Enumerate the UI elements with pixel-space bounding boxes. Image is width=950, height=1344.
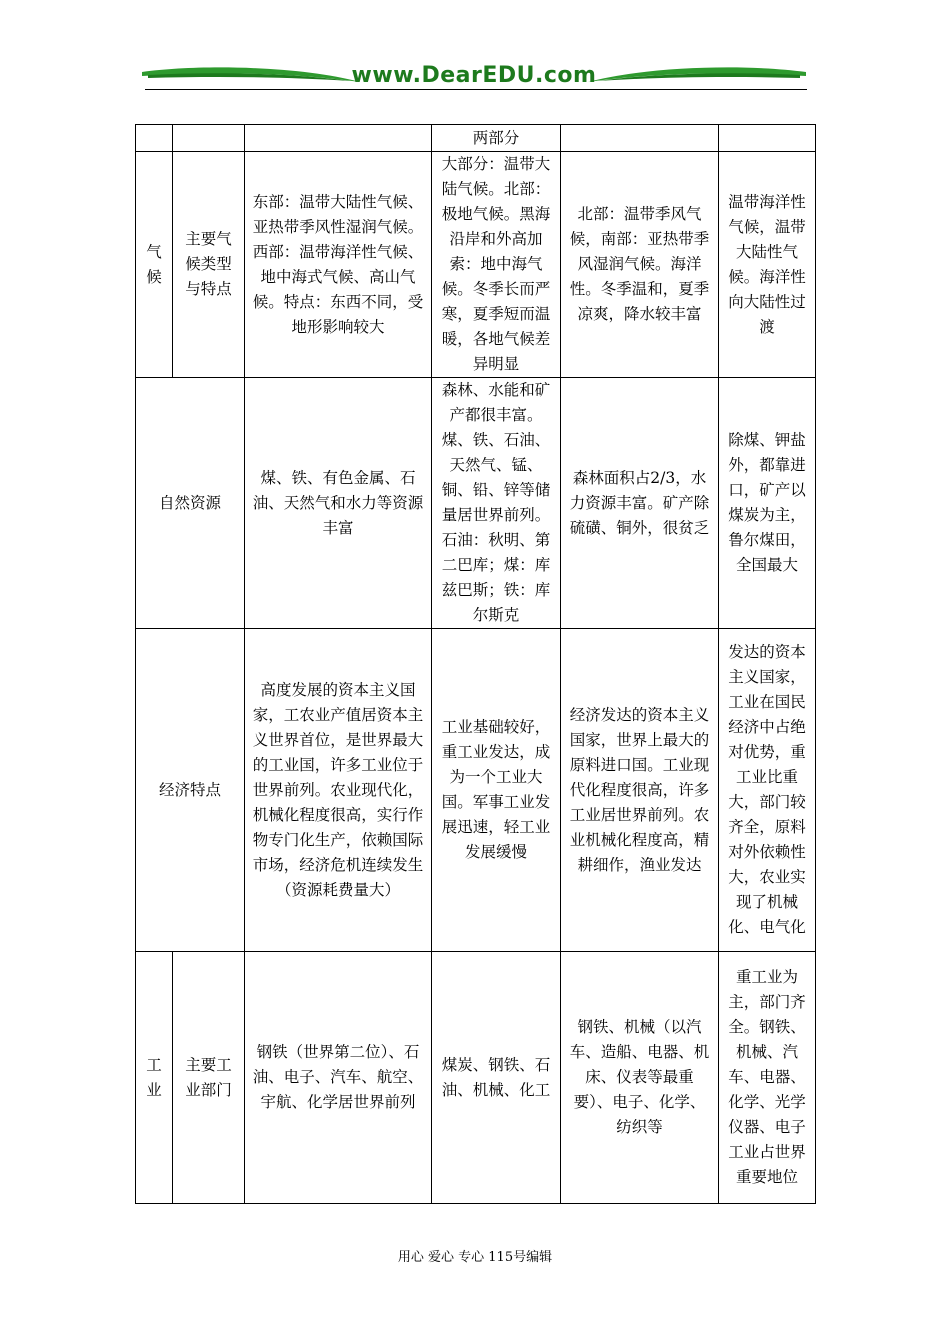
table-cell: 钢铁（世界第二位）、石油、电子、汽车、航空、宇航、化学居世界前列 — [245, 952, 432, 1204]
row-label-economy: 经济特点 — [136, 629, 245, 952]
table-cell — [136, 125, 173, 152]
table-cell: 高度发展的资本主义国家，工农业产值居资本主义世界首位，是世界最大的工业国，许多工业位于世界前列。农业现代化，机械化程度很高，实行作物专门化生产，依赖国际市场，经济危机连续发生（资源耗费量大） — [245, 629, 432, 952]
table-cell: 大部分：温带大陆气候。北部：极地气候。黑海沿岸和外高加索：地中海气候。冬季长而严寒，夏季短而温暖，各地气候差异明显 — [432, 152, 561, 378]
table-row-top — [136, 125, 816, 152]
table-row-resources — [136, 378, 816, 629]
table-cell: 煤炭、钢铁、石油、机械、化工 — [432, 952, 561, 1204]
row-label-natural-resources: 自然资源 — [136, 378, 245, 629]
table-cell: 东部：温带大陆性气候、亚热带季风性湿润气候。西部：温带海洋性气候、地中海式气候、高山气候。特点：东西不同，受地形影响较大 — [245, 152, 432, 378]
table-cell: 工业基础较好，重工业发达，成为一个工业大国。军事工业发展迅速，轻工业发展缓慢 — [432, 629, 561, 952]
row-category-climate: 气候 — [136, 152, 173, 378]
row-subcategory-industry-sectors: 主要工业部门 — [173, 952, 245, 1204]
table-cell: 除煤、钾盐外，都靠进口，矿产以煤炭为主，鲁尔煤田，全国最大 — [719, 378, 816, 629]
header-banner — [140, 62, 808, 92]
table-cell: 温带海洋性气候，温带大陆性气候。海洋性向大陆性过渡 — [719, 152, 816, 378]
table-cell: 经济发达的资本主义国家，世界上最大的原料进口国。工业现代化程度很高，许多工业居世界前列。农业机械化程度高，精耕细作，渔业发达 — [561, 629, 719, 952]
table-row-economy — [136, 629, 816, 952]
row-category-industry: 工业 — [136, 952, 173, 1204]
table-cell: 重工业为主，部门齐全。钢铁、机械、汽车、电器、化学、光学仪器、电子工业占世界重要地位 — [719, 952, 816, 1204]
table-cell: 北部：温带季风气候，南部：亚热带季风湿润气候。海洋性。冬季温和，夏季凉爽，降水较丰富 — [561, 152, 719, 378]
page-footer: 用心 爱心 专心 115号编辑 — [397, 1250, 553, 1265]
table-cell — [561, 125, 719, 152]
table-cell — [245, 125, 432, 152]
table-row-industry — [136, 952, 816, 1204]
table-cell: 森林面积占2/3，水力资源丰富。矿产除硫磺、铜外，很贫乏 — [561, 378, 719, 629]
table-cell: 钢铁、机械（以汽车、造船、电器、机床、仪表等最重要）、电子、化学、纺织等 — [561, 952, 719, 1204]
table-row-climate — [136, 152, 816, 378]
table-cell — [173, 125, 245, 152]
table-cell: 发达的资本主义国家，工业在国民经济中占绝对优势，重工业比重大，部门较齐全，原料对外依赖性大，农业实现了机械化、电气化 — [719, 629, 816, 952]
table-cell: 煤、铁、有色金属、石油、天然气和水力等资源丰富 — [245, 378, 432, 629]
row-subcategory-climate-types: 主要气候类型与特点 — [173, 152, 245, 378]
table-cell: 两部分 — [432, 125, 561, 152]
comparison-table — [135, 124, 816, 1204]
site-logo-text: www.DearEDU.com — [351, 63, 597, 88]
header-divider — [145, 89, 807, 90]
table-cell — [719, 125, 816, 152]
table-cell: 森林、水能和矿产都很丰富。煤、铁、石油、天然气、锰、铜、铅、锌等储量居世界前列。石油：秋明、第二巴库；煤：库兹巴斯；铁：库尔斯克 — [432, 378, 561, 629]
